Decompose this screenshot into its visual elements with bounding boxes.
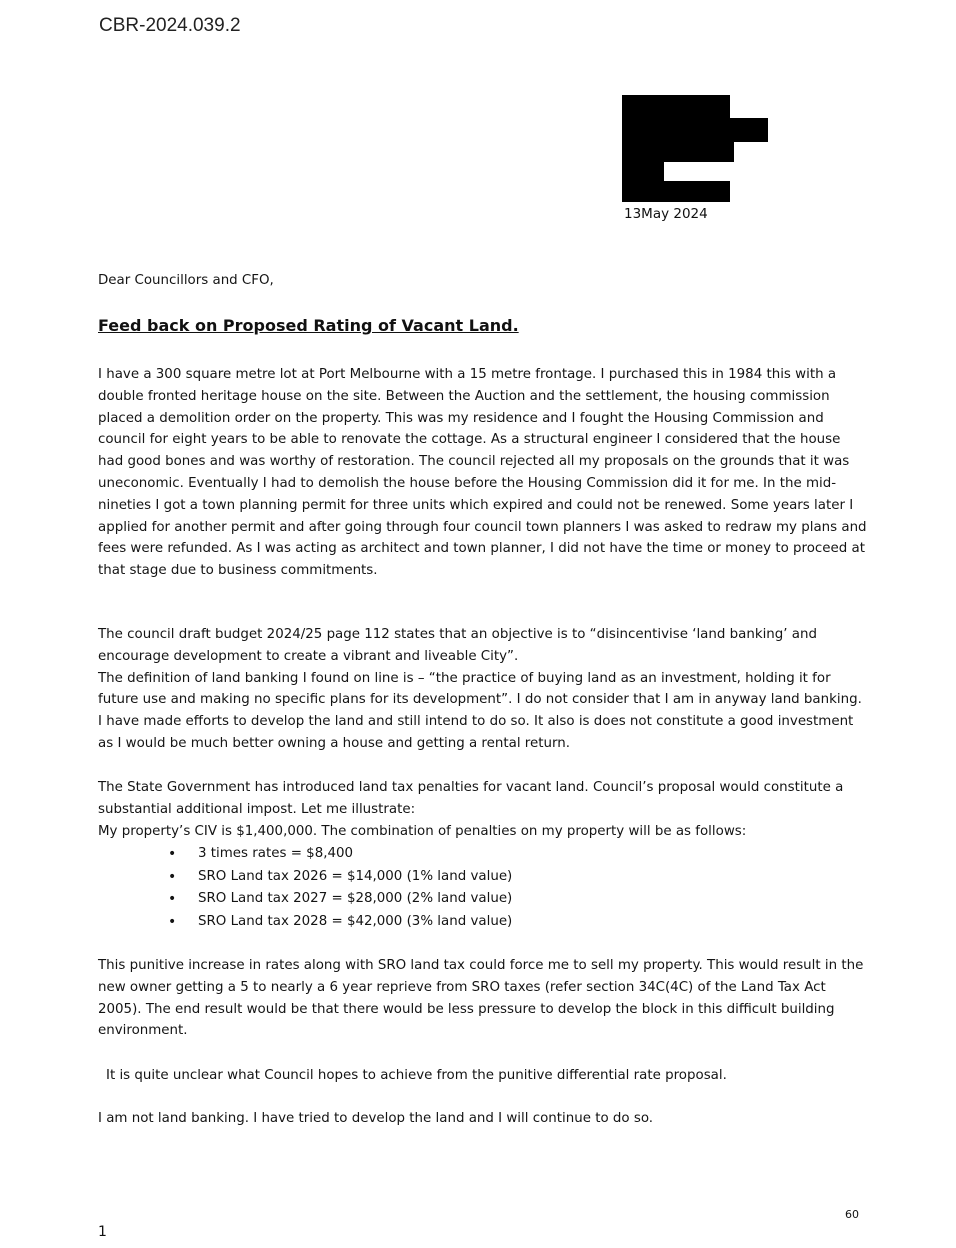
- penalty-list: [168, 843, 512, 933]
- footnote-number: 1: [98, 1224, 107, 1240]
- salutation: Dear Councillors and CFO,: [98, 273, 274, 288]
- list-item: • SRO Land tax 2027 = $28,000 (2% land value): [168, 888, 512, 911]
- letter-date: 13May 2024: [624, 206, 708, 222]
- page-number: 60: [845, 1208, 859, 1221]
- paragraph-consequence: This punitive increase in rates along with SRO land tax could force me to sell my property. This would result in the new owner getting a 5 to nearly a 6 year reprieve from SRO taxes (refer section 34C(4C) of the Land Tax Act 2005). The end result would be that there would be less pressure to develop the block in this difficult building environment.: [98, 958, 864, 1039]
- list-item: • 3 times rates = $8,400: [168, 843, 512, 866]
- paragraph-conclusion: I am not land banking. I have tried to develop the land and I will continue to do so.: [98, 1111, 654, 1126]
- paragraph-land-banking: The council draft budget 2024/25 page 112 states that an objective is to “disincentivise ‘land banking’ and encourage development to create a vibrant and liveable City”. The definition of land banking I found on line is – “the practice of buying land as an investment, holding it for future use and making no specific plans for its development”. I do not consider that I am in anyway land banking. I have made efforts to develop the land and still intend to do so. It also is does not constitute a good investment as I would be much better owning a house and getting a rental return.: [98, 627, 862, 751]
- paragraph-unclear: It is quite unclear what Council hopes to achieve from the punitive differential rate proposal.: [106, 1068, 727, 1083]
- paragraph-history: I have a 300 square metre lot at Port Melbourne with a 15 metre frontage. I purchased this in 1984 this with a double fronted heritage house on the site. Between the Auction and the settlement, the housing commission placed a demolition order on the property. This was my residence and I fought the Housing Commission and council for eight years to be able to renovate the cottage. As a structural engineer I considered that the house had good bones and was worthy of restoration. The council rejected all my proposals on the grounds that it was uneconomic. Eventually I had to demolish the house before the Housing Commission did it for me. In the mid-nineties I got a town planning permit for three units which expired and could not be renewed. Some years later I applied for another permit and after going through four council town planners I was asked to redraw my plans and fees were refunded. As I was acting as architect and town planner, I did not have the time or money to proceed at that stage due to business commitments.: [98, 367, 867, 579]
- list-item: • SRO Land tax 2028 = $42,000 (3% land value): [168, 911, 512, 934]
- paragraph-penalties: The State Government has introduced land tax penalties for vacant land. Council’s proposal would constitute a substantial additional impost. Let me illustrate: My property’s CIV is $1,400,000. The combination of penalties on my property will be as follows:: [98, 780, 844, 839]
- document-reference: CBR-2024.039.2: [99, 15, 241, 36]
- letter-heading: Feed back on Proposed Rating of Vacant Land.: [98, 316, 519, 335]
- list-item: • SRO Land tax 2026 = $14,000 (1% land value): [168, 866, 512, 889]
